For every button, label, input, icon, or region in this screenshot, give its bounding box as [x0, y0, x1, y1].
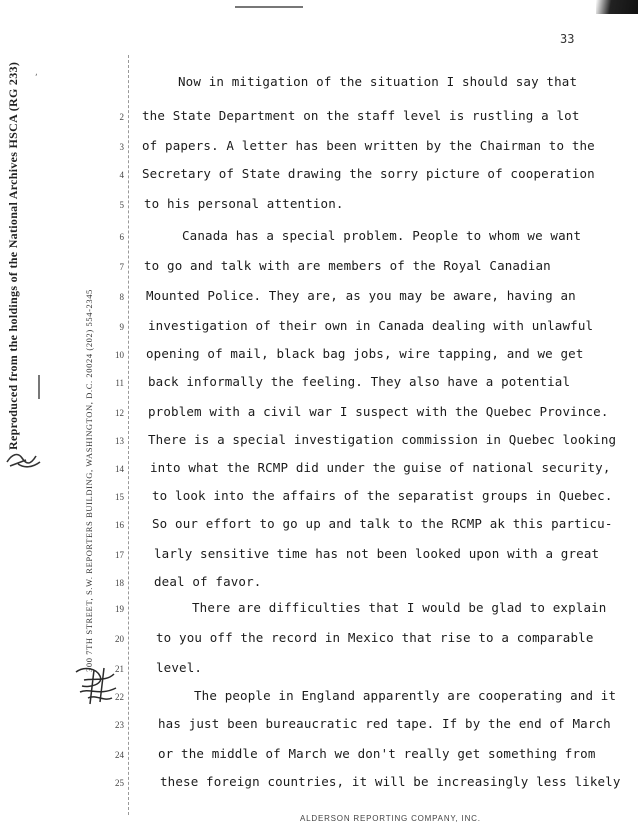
transcript-line: Mounted Police. They are, as you may be aware, having an: [146, 288, 576, 303]
line-number: 7: [119, 262, 124, 272]
archive-stamp: Reproduced from the holdings of the National Archives HSCA (RG 233): [6, 61, 20, 450]
reporter-address: 300 7TH STREET, S.W. REPORTERS BUILDING, WASHINGTON, D.C. 20024 (202) 554-2345: [84, 289, 94, 672]
transcript-line: back informally the feeling. They also have a potential: [148, 374, 571, 389]
margin-rule: [128, 55, 130, 815]
transcript-line: or the middle of March we don't really get something from: [158, 746, 596, 761]
margin-tick: ,: [34, 68, 39, 77]
line-number: 15: [115, 492, 124, 502]
line-number: 2: [119, 112, 124, 122]
transcript-line: Canada has a special problem. People to whom we want: [182, 228, 582, 243]
line-number: 24: [115, 750, 124, 760]
line-number: 10: [115, 350, 124, 360]
line-number: 4: [119, 170, 124, 180]
line-number: 22: [115, 692, 124, 702]
transcript-line: Secretary of State drawing the sorry picture of cooperation: [142, 166, 595, 181]
transcript-line: Now in mitigation of the situation I should say that: [178, 74, 578, 89]
transcript-line: There are difficulties that I would be glad to explain: [192, 600, 607, 615]
line-number: 19: [115, 604, 124, 614]
transcript-line: deal of favor.: [154, 574, 262, 589]
transcript-line: opening of mail, black bag jobs, wire tapping, and we get: [146, 346, 584, 361]
page-number: 33: [560, 32, 575, 46]
reporting-company-footer: ALDERSON REPORTING COMPANY, INC.: [300, 814, 481, 823]
transcript-line: The people in England apparently are cooperating and it: [194, 688, 617, 703]
transcript-line: to go and talk with are members of the Royal Canadian: [144, 258, 551, 273]
initials-mark-icon: [4, 448, 44, 470]
line-number: 21: [115, 664, 124, 674]
line-number: 13: [115, 436, 124, 446]
transcript-line: So our effort to go up and talk to the RCMP ak this particu-: [152, 516, 613, 531]
line-number: 6: [119, 232, 124, 242]
transcript-line: larly sensitive time has not been looked upon with a great: [154, 546, 600, 561]
transcript-line: to you off the record in Mexico that rise to a comparable: [156, 630, 594, 645]
line-number: 12: [115, 408, 124, 418]
transcript-line: of papers. A letter has been written by the Chairman to the: [142, 138, 595, 153]
top-smudge: [235, 6, 303, 8]
transcript-line: into what the RCMP did under the guise of national security,: [150, 460, 611, 475]
line-number: 8: [119, 292, 124, 302]
line-number: 20: [115, 634, 124, 644]
line-number: 14: [115, 464, 124, 474]
transcript-line: the State Department on the staff level is rustling a lot: [142, 108, 580, 123]
corner-scan-mark: [596, 0, 638, 14]
line-number: 18: [115, 578, 124, 588]
line-number: 17: [115, 550, 124, 560]
transcript-line: has just been bureaucratic red tape. If by the end of March: [158, 716, 611, 731]
transcript-line: investigation of their own in Canada dealing with unlawful: [148, 318, 594, 333]
line-number: 3: [119, 142, 124, 152]
transcript-line: to his personal attention.: [144, 196, 344, 211]
line-number: 11: [115, 378, 124, 388]
line-number: 16: [115, 520, 124, 530]
transcript-line: these foreign countries, it will be increasingly less likely: [160, 774, 621, 789]
margin-dash: [38, 375, 40, 399]
line-number: 25: [115, 778, 124, 788]
transcript-line: level.: [156, 660, 203, 675]
line-number: 9: [119, 322, 124, 332]
line-number: 23: [115, 720, 124, 730]
transcript-line: to look into the affairs of the separatist groups in Quebec.: [152, 488, 613, 503]
line-number: 5: [119, 200, 124, 210]
transcript-line: There is a special investigation commission in Quebec looking: [148, 432, 617, 447]
transcript-line: problem with a civil war I suspect with the Quebec Province.: [148, 404, 609, 419]
